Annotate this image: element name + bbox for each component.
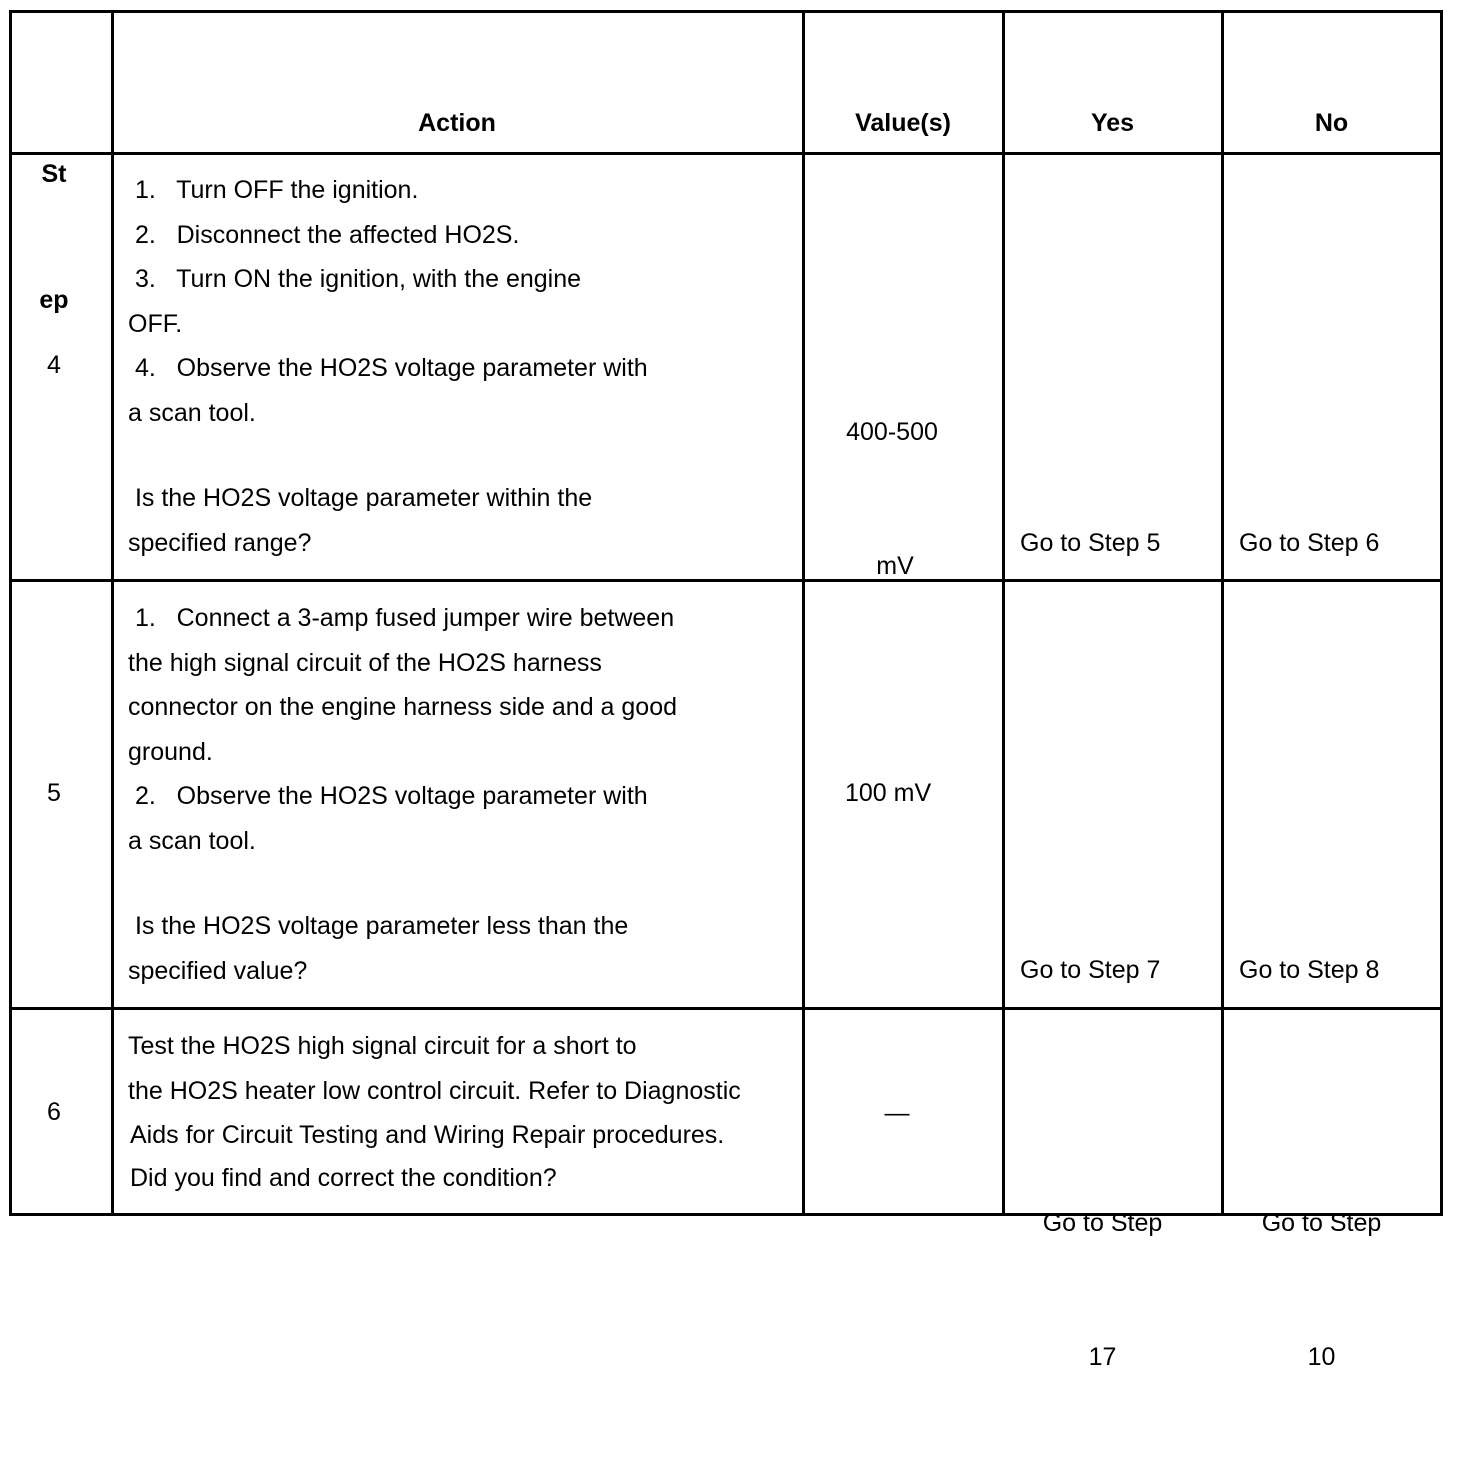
value-text: — — [884, 1099, 910, 1127]
row-divider — [12, 1007, 1440, 1010]
action-text: 1. Connect a 3-amp fused jumper wire between the high signal circuit of the HO2S harness connector on the engine harness side and a good ground. 2. Observe the HO2S voltage parameter with a scan tool. Is the HO2S voltage parameter less than the specified value? — [128, 604, 678, 985]
no-result: Go to Step 8 — [1239, 956, 1380, 984]
yes-result: Go to Step 5 — [1020, 529, 1161, 557]
action-text: Test the HO2S high signal circuit for a short to the HO2S heater low control circuit. Refer to Diagnostic Aids for Circuit Testing and Wiring Repair procedures. Did you find and correct the condition? — [128, 1032, 741, 1192]
column-divider — [1002, 13, 1005, 1213]
value-text: 100 mV — [845, 779, 932, 807]
header-yes: Yes — [1090, 109, 1135, 137]
header-values: Value(s) — [855, 109, 951, 137]
row-divider — [12, 152, 1440, 155]
header-no: No — [1314, 109, 1349, 137]
header-action: Action — [418, 109, 496, 137]
yes-result: Go to Step 17 — [1042, 1209, 1163, 1371]
step-number: 6 — [47, 1098, 61, 1126]
row-divider — [12, 579, 1440, 582]
no-result: Go to Step 6 — [1239, 529, 1380, 557]
header-step: St ep — [39, 160, 69, 314]
step-number: 5 — [47, 779, 61, 807]
step-number: 4 — [47, 351, 61, 379]
action-text: 1. Turn OFF the ignition. 2. Disconnect the affected HO2S. 3. Turn ON the ignition, with the engine OFF. 4. Observe the HO2S voltage parameter with a scan tool. Is the HO2S voltage parameter within the specified range? — [128, 176, 648, 557]
yes-result: Go to Step 7 — [1020, 956, 1161, 984]
value-text: 400-500 mV — [846, 418, 938, 580]
no-result: Go to Step 10 — [1261, 1209, 1382, 1371]
column-divider — [111, 13, 114, 1213]
column-divider — [1221, 13, 1224, 1213]
